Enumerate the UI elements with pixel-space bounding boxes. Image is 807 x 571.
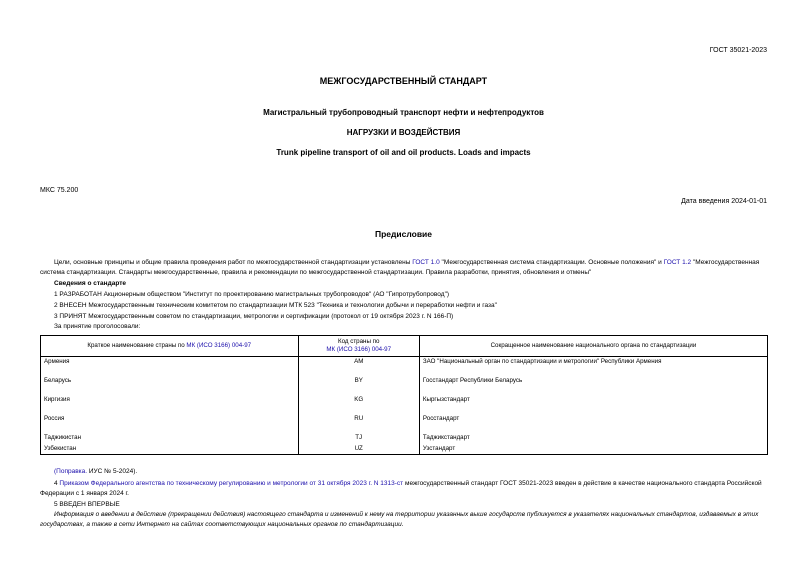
- amendment-text: ИУС № 5-2024).: [87, 468, 138, 475]
- code-cell: KG: [298, 395, 419, 414]
- preface-heading: Предисловие: [374, 229, 433, 239]
- table-row: [41, 357, 768, 376]
- code-cell: BY: [298, 376, 419, 395]
- table-row: [41, 444, 768, 455]
- document-code: ГОСТ 35021-2023: [709, 47, 767, 54]
- amendment-note: [54, 467, 137, 477]
- voted-label: За принятие проголосовали:: [54, 323, 141, 330]
- order-number: 4: [54, 480, 60, 487]
- body-cell: Таджикстандарт: [419, 433, 767, 444]
- col-country-text: Краткое наименование страны по: [87, 342, 187, 349]
- preface-text-a: Цели, основные принципы и общие правила проведения работ по межгосударственной стандартизации установлены: [54, 259, 413, 266]
- info-item-adopted: 3 ПРИНЯТ Межгосударственным советом по стандартизации, метрологии и сертификации (протокол от 19 октября 2023 г. N 166-П): [54, 313, 454, 320]
- gost-1-2-link[interactable]: ГОСТ 1.2: [663, 259, 692, 266]
- introduction-date: Дата введения 2024-01-01: [681, 198, 767, 205]
- info-heading: Сведения о стандарте: [54, 280, 127, 287]
- col-code-text: Код страны по: [337, 338, 380, 345]
- gost-1-0-link[interactable]: ГОСТ 1.0: [412, 259, 440, 266]
- body-cell: Узстандарт: [419, 444, 767, 455]
- info-item-submitted: 2 ВНЕСЕН Межгосударственным техническим комитетом по стандартизации МТК 523 "Техника и технологии добычи и переработки нефти и газа": [54, 302, 497, 309]
- amendment-link[interactable]: (Поправка.: [54, 468, 88, 475]
- mks-code: МКС 75.200: [40, 187, 79, 194]
- order-text: межгосударственный стандарт ГОСТ 35021-2023 введен в действие в качестве национального стандарта Российской Федерации с 1 января 2024 г.: [40, 480, 762, 497]
- publication-note: Информация о введении в действие (прекращении действия) настоящего стандарта и изменений к нему на территории указанных выше государств публикуется в указателях национальных стандартов, издаваемых в этих государствах, а также в сети Интернет на сайтах соответствующих национальных органов по стандартизации.: [40, 511, 759, 528]
- table-row: [41, 395, 768, 414]
- standard-title-english: Trunk pipeline transport of oil and oil products. Loads and impacts: [276, 148, 531, 157]
- body-cell: ЗАО "Национальный орган по стандартизации и метрологии" Республики Армения: [419, 357, 767, 376]
- country-cell: Армения: [41, 357, 299, 376]
- code-cell: AM: [298, 357, 419, 376]
- table-row: [41, 433, 768, 444]
- body-cell: Госстандарт Республики Беларусь: [419, 376, 767, 395]
- country-cell: Таджикистан: [41, 433, 299, 444]
- col-body-header: Сокращенное наименование национального органа по стандартизации: [419, 336, 767, 357]
- code-cell: TJ: [298, 433, 419, 444]
- body-cell: Кыргызстандарт: [419, 395, 767, 414]
- preface-text-c: "Межгосударственная система стандартизации. Стандарты межгосударственные, правила и рекомендации по межгосударственной стандартизации. Правила разработки, принятия, обновления и отмены": [40, 259, 760, 276]
- code-cell: UZ: [298, 444, 419, 455]
- col-code-header: [298, 336, 419, 357]
- standard-title-line-2: НАГРУЗКИ И ВОЗДЕЙСТВИЯ: [346, 128, 461, 137]
- table-header-row: [41, 336, 768, 357]
- body-cell: Росстандарт: [419, 414, 767, 433]
- country-cell: Россия: [41, 414, 299, 433]
- code-cell: RU: [298, 414, 419, 433]
- order-link[interactable]: Приказом Федерального агентства по техническому регулированию и метрологии от 31 октября 2023 г. N 1313-ст: [59, 480, 404, 487]
- standard-type-heading: МЕЖГОСУДАРСТВЕННЫЙ СТАНДАРТ: [319, 76, 488, 86]
- mk-iso-link[interactable]: МК (ИСО 3166) 004-97: [326, 346, 392, 353]
- info-item-order: [40, 479, 768, 499]
- info-item-developed: 1 РАЗРАБОТАН Акционерным обществом "Институт по проектированию магистральных трубопроводов" (АО "Гипротрубопровод"): [54, 291, 450, 298]
- table-row: [41, 376, 768, 395]
- table-row: [41, 414, 768, 433]
- info-item-first-introduced: 5 ВВЕДЕН ВПЕРВЫЕ: [54, 501, 120, 508]
- mk-iso-link[interactable]: МК (ИСО 3166) 004-97: [186, 342, 252, 349]
- preface-paragraph: [40, 258, 768, 278]
- standard-title-line-1: Магистральный трубопроводный транспорт нефти и нефтепродуктов: [263, 108, 544, 117]
- preface-text-b: "Межгосударственная система стандартизации. Основные положения" и: [439, 259, 664, 266]
- country-cell: Беларусь: [41, 376, 299, 395]
- countries-table: [40, 335, 768, 455]
- country-cell: Киргизия: [41, 395, 299, 414]
- col-country-header: [41, 336, 299, 357]
- country-cell: Узбекистан: [41, 444, 299, 455]
